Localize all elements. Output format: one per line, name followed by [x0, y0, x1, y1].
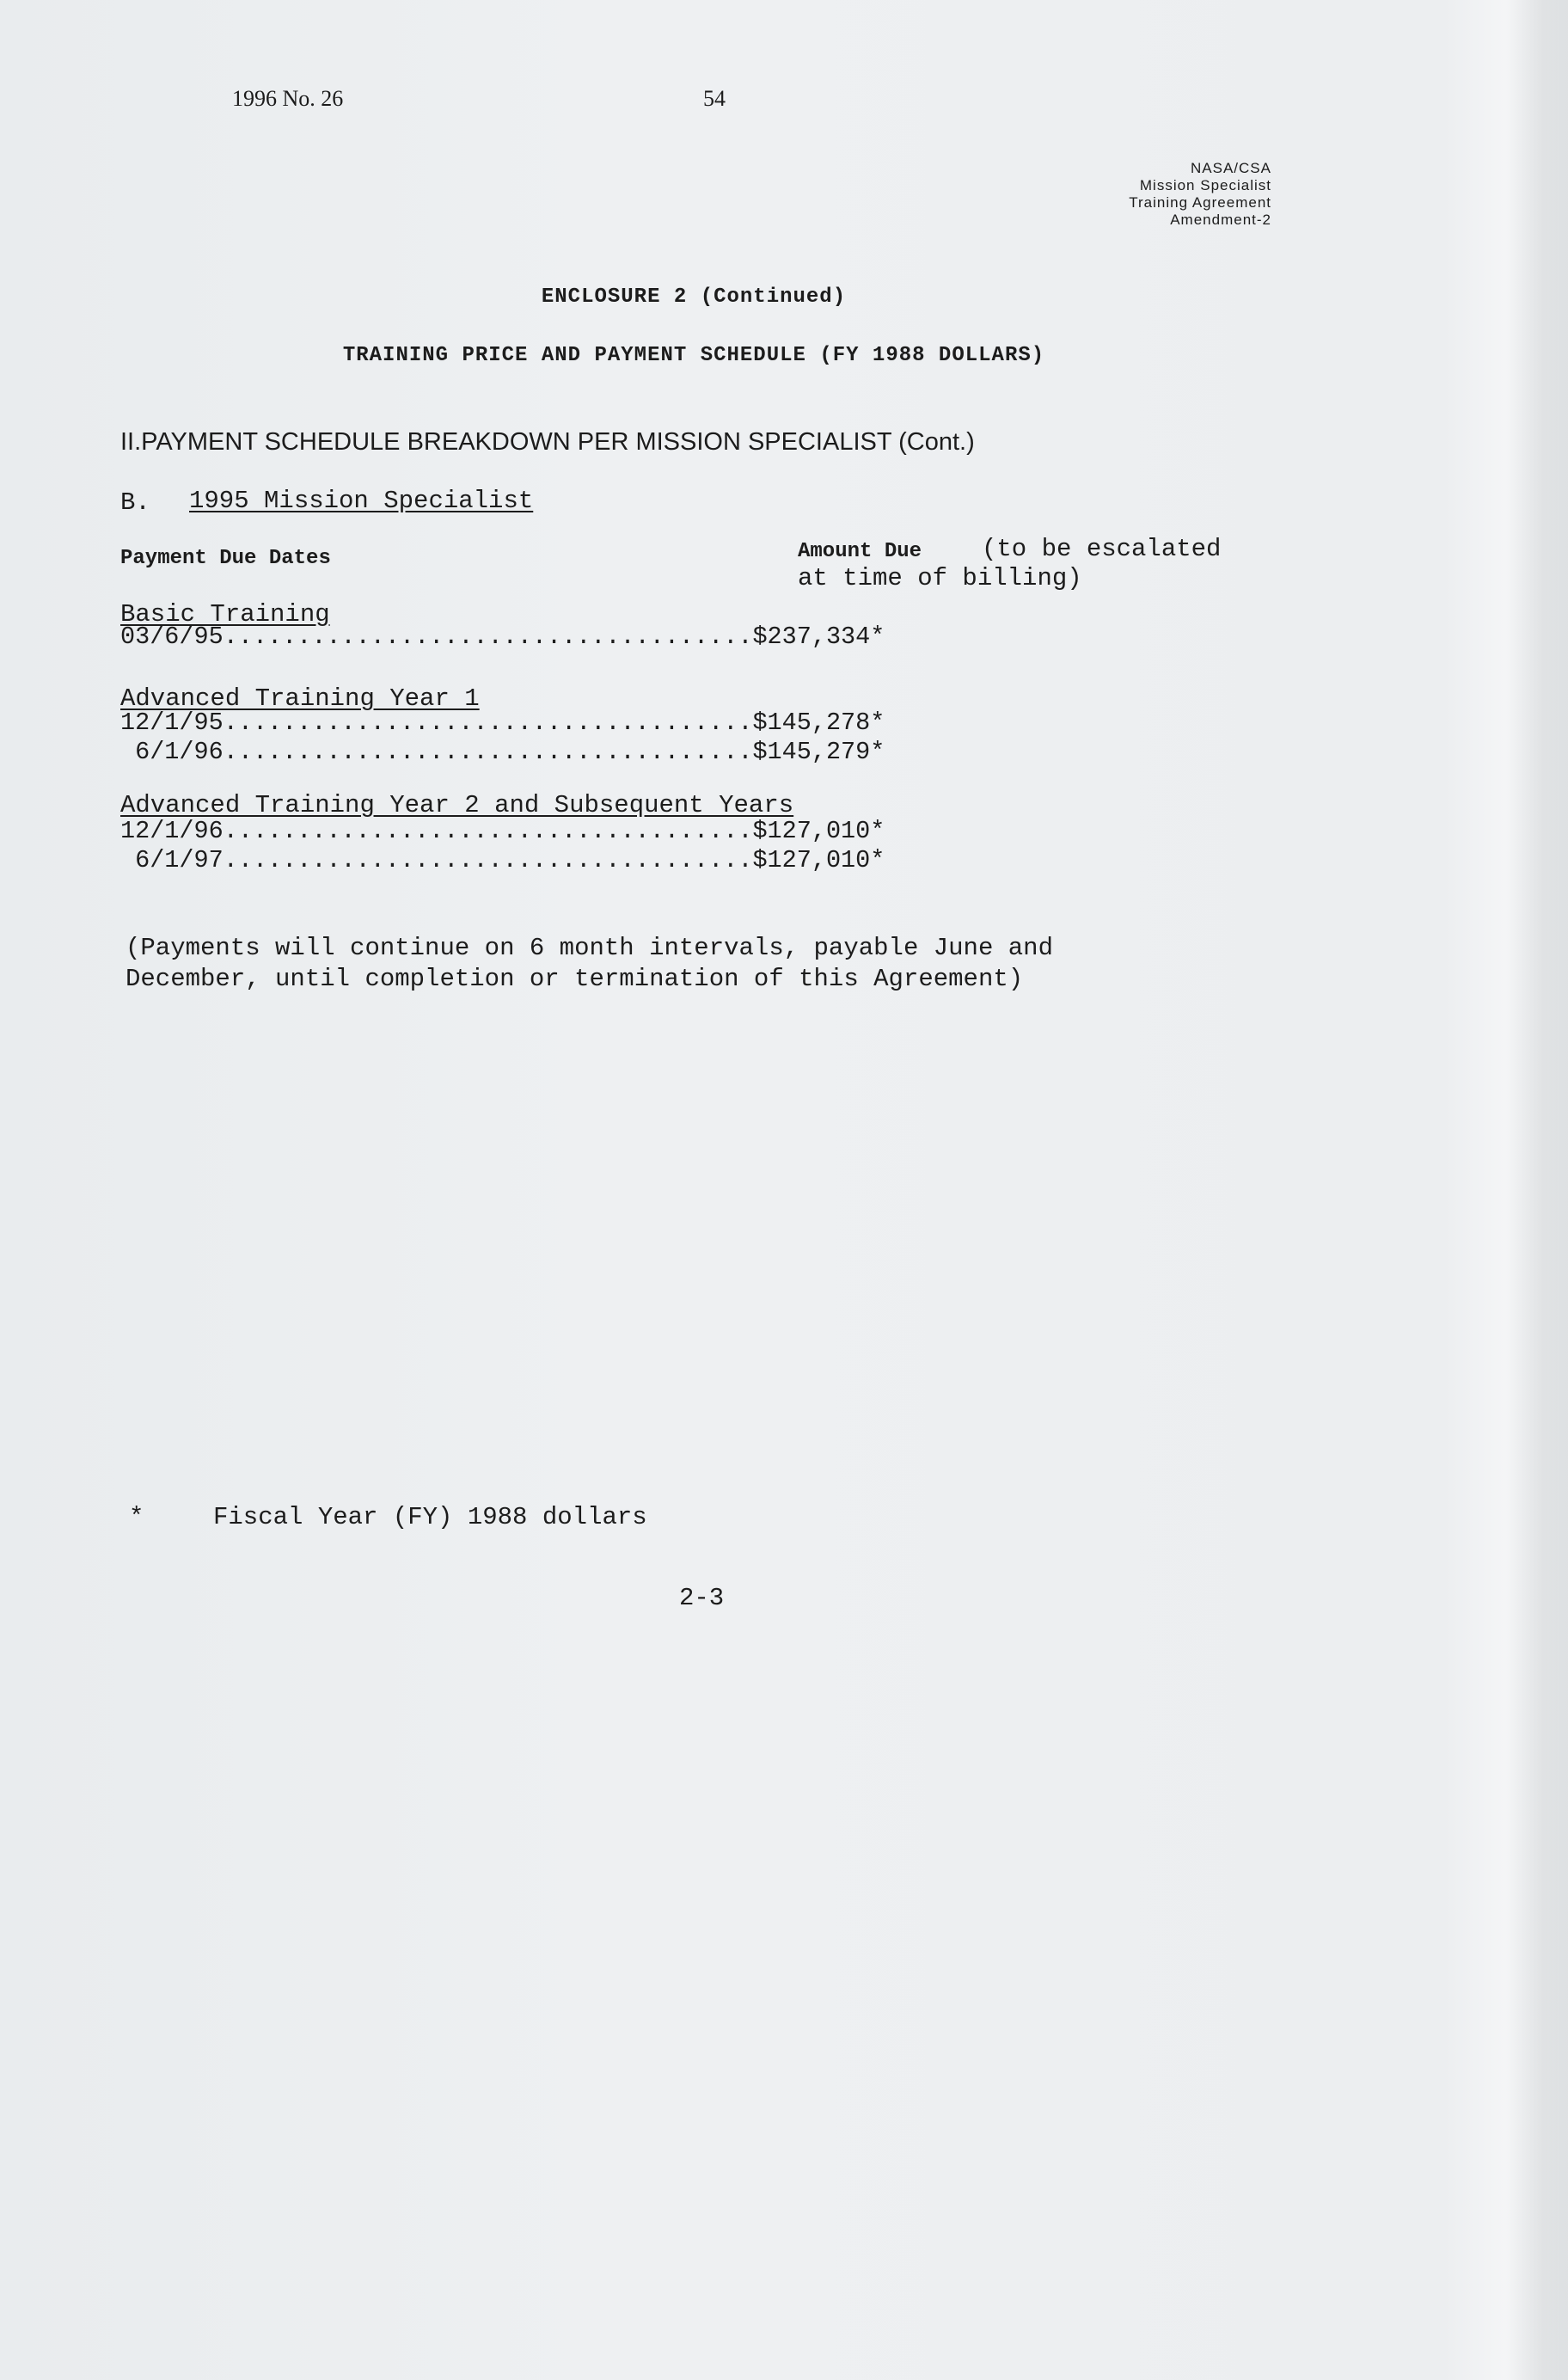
section-heading: II.PAYMENT SCHEDULE BREAKDOWN PER MISSION SPECIALIST (Cont.)	[120, 428, 975, 456]
agreement-line: NASA/CSA	[1191, 160, 1271, 176]
column-header-note: at time of billing)	[798, 564, 1082, 592]
payment-row	[120, 623, 885, 652]
enclosure-title: ENCLOSURE 2 (Continued)	[541, 285, 847, 309]
footnote-marker: *	[129, 1503, 144, 1531]
group-heading: Advanced Training Year 1	[120, 684, 480, 713]
payment-row	[120, 738, 885, 767]
payment-row	[120, 708, 885, 738]
leader-dots: ....................................	[223, 623, 753, 651]
payment-amount: $237,334*	[752, 623, 885, 651]
footer-page-number: 2-3	[679, 1584, 725, 1612]
payment-date: 6/1/97	[120, 846, 224, 874]
show-through	[1272, 516, 1291, 538]
payment-note: (Payments will continue on 6 month intervals, payable June and	[126, 934, 1053, 962]
column-header-dates: Payment Due Dates	[120, 547, 331, 570]
payment-date: 12/1/96	[120, 817, 224, 845]
page-edge-shadow	[1508, 0, 1568, 2380]
agreement-line: Amendment-2	[1170, 212, 1271, 228]
payment-row	[120, 846, 885, 875]
payment-note: December, until completion or termination of this Agreement)	[126, 965, 1024, 993]
payment-amount: $145,278*	[752, 708, 885, 737]
page-number: 54	[703, 86, 726, 111]
agreement-line: Mission Specialist	[1139, 177, 1271, 193]
issue-label: 1996 No. 26	[232, 86, 344, 111]
footnote-text: Fiscal Year (FY) 1988 dollars	[213, 1503, 647, 1531]
payment-date: 6/1/96	[120, 738, 224, 766]
column-header-note: (to be escalated	[982, 535, 1222, 563]
payment-amount: $127,010*	[752, 817, 885, 845]
schedule-title: TRAINING PRICE AND PAYMENT SCHEDULE (FY 1988 DOLLARS)	[342, 344, 1045, 367]
leader-dots: ....................................	[223, 738, 753, 766]
subsection-prefix: B.	[120, 488, 150, 517]
group-heading: Basic Training	[120, 600, 330, 629]
agreement-line: Training Agreement	[1129, 194, 1271, 211]
payment-amount: $145,279*	[752, 738, 885, 766]
group-heading: Advanced Training Year 2 and Subsequent Years	[120, 791, 794, 819]
leader-dots: ....................................	[223, 846, 753, 874]
subsection-title: 1995 Mission Specialist	[189, 487, 534, 515]
payment-amount: $127,010*	[752, 846, 885, 874]
payment-date: 03/6/95	[120, 623, 224, 651]
agreement-block	[1129, 160, 1271, 229]
leader-dots: ....................................	[223, 708, 753, 737]
payment-row	[120, 817, 885, 846]
leader-dots: ....................................	[223, 817, 753, 845]
payment-date: 12/1/95	[120, 708, 224, 737]
column-header-amount: Amount Due	[798, 540, 922, 563]
